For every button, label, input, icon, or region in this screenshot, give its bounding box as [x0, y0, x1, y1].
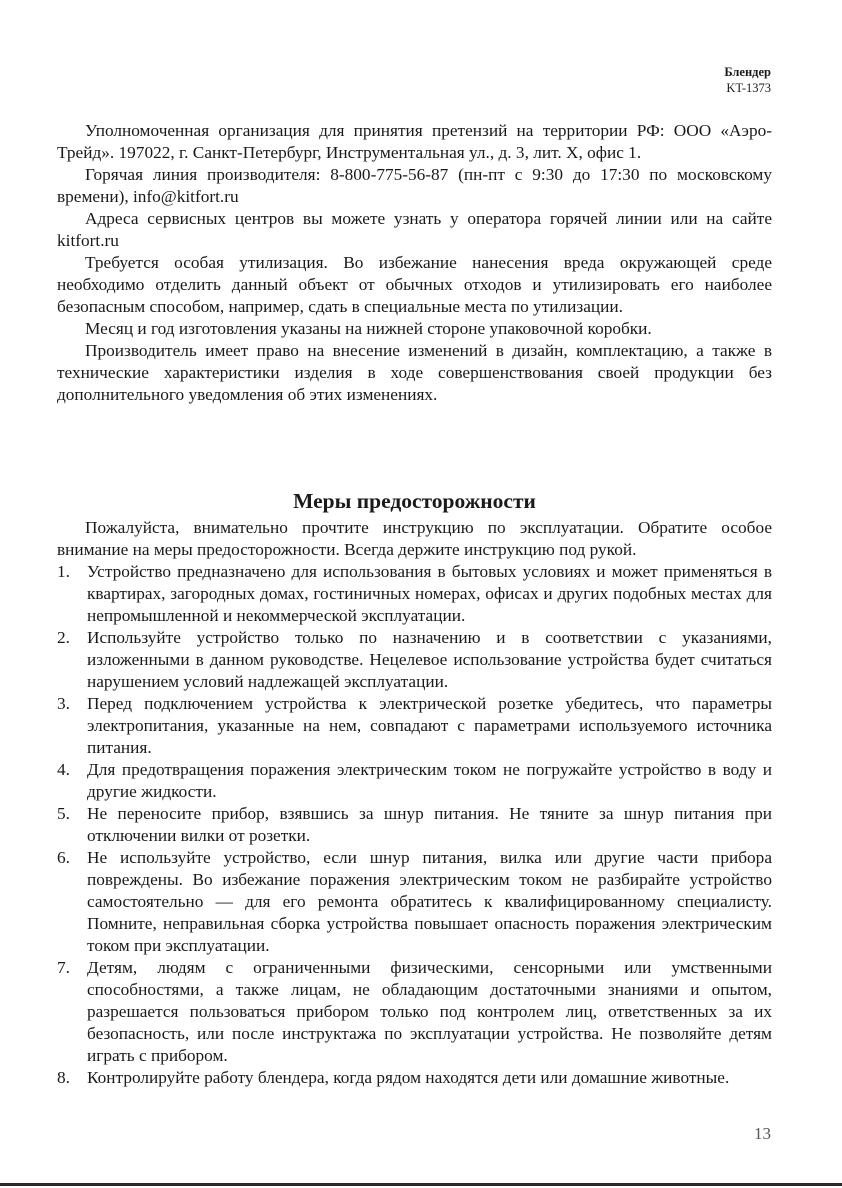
list-item	[57, 759, 772, 803]
safety-intro-paragraph: Пожалуйста, внимательно прочтите инструкцию по эксплуатации. Обратите особое внимание на меры предосторожности. Всегда держите инструкцию под рукой.	[57, 518, 772, 559]
list-item-number: 1.	[57, 562, 70, 581]
page-header	[724, 64, 771, 96]
list-item-number: 6.	[57, 848, 70, 867]
list-item-text: Детям, людям с ограниченными физическими, сенсорными или умственными способностями, а также лицам, не обладающим достаточными знаниями и опытом, разрешается пользоваться прибором только под контролем лиц, ответственных за их безопасность, или после инструктажа по эксплуатации устройства. Не позволяйте детям играть с прибором.	[87, 958, 772, 1065]
list-item-number: 7.	[57, 958, 70, 977]
list-item-text: Для предотвращения поражения электрическим током не погружайте устройство в воду и другие жидкости.	[87, 760, 772, 801]
list-item-number: 8.	[57, 1068, 70, 1087]
page-bottom-divider	[0, 1183, 842, 1186]
paragraph-claims-organization: Уполномоченная организация для принятия претензий на территории РФ: ООО «Аэро-Трейд». 197022, г. Санкт-Петербург, Инструментальная ул., д. 3, лит. Х, офис 1.	[57, 121, 772, 162]
header-product-name: Блендер	[724, 65, 771, 79]
paragraph-hotline: Горячая линия производителя: 8-800-775-56-87 (пн-пт с 9:30 до 17:30 по московскому времени), info@kitfort.ru	[57, 165, 772, 206]
list-item	[57, 561, 772, 627]
list-item-number: 5.	[57, 804, 70, 823]
list-item-text: Не используйте устройство, если шнур питания, вилка или другие части прибора повреждены. Во избежание поражения электрическим током не разбирайте устройство самостоятельно — для его ремонта обратитесь к квалифицированному специалисту. Помните, неправильная сборка устройства повышает опасность поражения электрическим током при эксплуатации.	[87, 848, 772, 955]
header-model-number: KT-1373	[726, 81, 771, 95]
list-item-text: Устройство предназначено для использования в бытовых условиях и может применяться в квартирах, загородных домах, гостиничных номерах, офисах и других подобных местах для непромышленной и некоммерческой эксплуатации.	[87, 562, 772, 625]
list-item	[57, 957, 772, 1067]
list-item-number: 2.	[57, 628, 70, 647]
section-title-safety: Меры предосторожности	[293, 488, 536, 513]
list-item-text: Не переносите прибор, взявшись за шнур питания. Не тяните за шнур питания при отключении вилки от розетки.	[87, 804, 772, 845]
list-item-text: Используйте устройство только по назначению и в соответствии с указаниями, изложенными в данном руководстве. Нецелевое использование устройства будет считаться нарушением условий надлежащей эксплуатации.	[87, 628, 772, 691]
paragraph-disposal: Требуется особая утилизация. Во избежание нанесения вреда окружающей среде необходимо отделить данный объект от обычных отходов и утилизировать его наиболее безопасным способом, например, сдать в специальные места по утилизации.	[57, 253, 772, 316]
list-item	[57, 693, 772, 759]
safety-rules-list	[57, 561, 772, 1089]
list-item	[57, 847, 772, 957]
paragraph-manufacture-date: Месяц и год изготовления указаны на нижней стороне упаковочной коробки.	[85, 319, 652, 338]
paragraph-service-centers: Адреса сервисных центров вы можете узнать у оператора горячей линии или на сайте kitfort.ru	[57, 209, 772, 250]
page-number: 13	[754, 1124, 771, 1143]
list-item	[57, 803, 772, 847]
list-item-number: 4.	[57, 760, 70, 779]
list-item-text: Перед подключением устройства к электрической розетке убедитесь, что параметры электропитания, указанные на нем, совпадают с параметрами используемого источника питания.	[87, 694, 772, 757]
list-item	[57, 1067, 772, 1089]
intro-section	[57, 120, 772, 406]
list-item-number: 3.	[57, 694, 70, 713]
safety-section	[57, 517, 772, 1089]
list-item	[57, 627, 772, 693]
paragraph-manufacturer-rights: Производитель имеет право на внесение изменений в дизайн, комплектацию, а также в технические характеристики изделия в ходе совершенствования своей продукции без дополнительного уведомления об этих изменениях.	[57, 341, 772, 404]
list-item-text: Контролируйте работу блендера, когда рядом находятся дети или домашние животные.	[87, 1068, 730, 1087]
